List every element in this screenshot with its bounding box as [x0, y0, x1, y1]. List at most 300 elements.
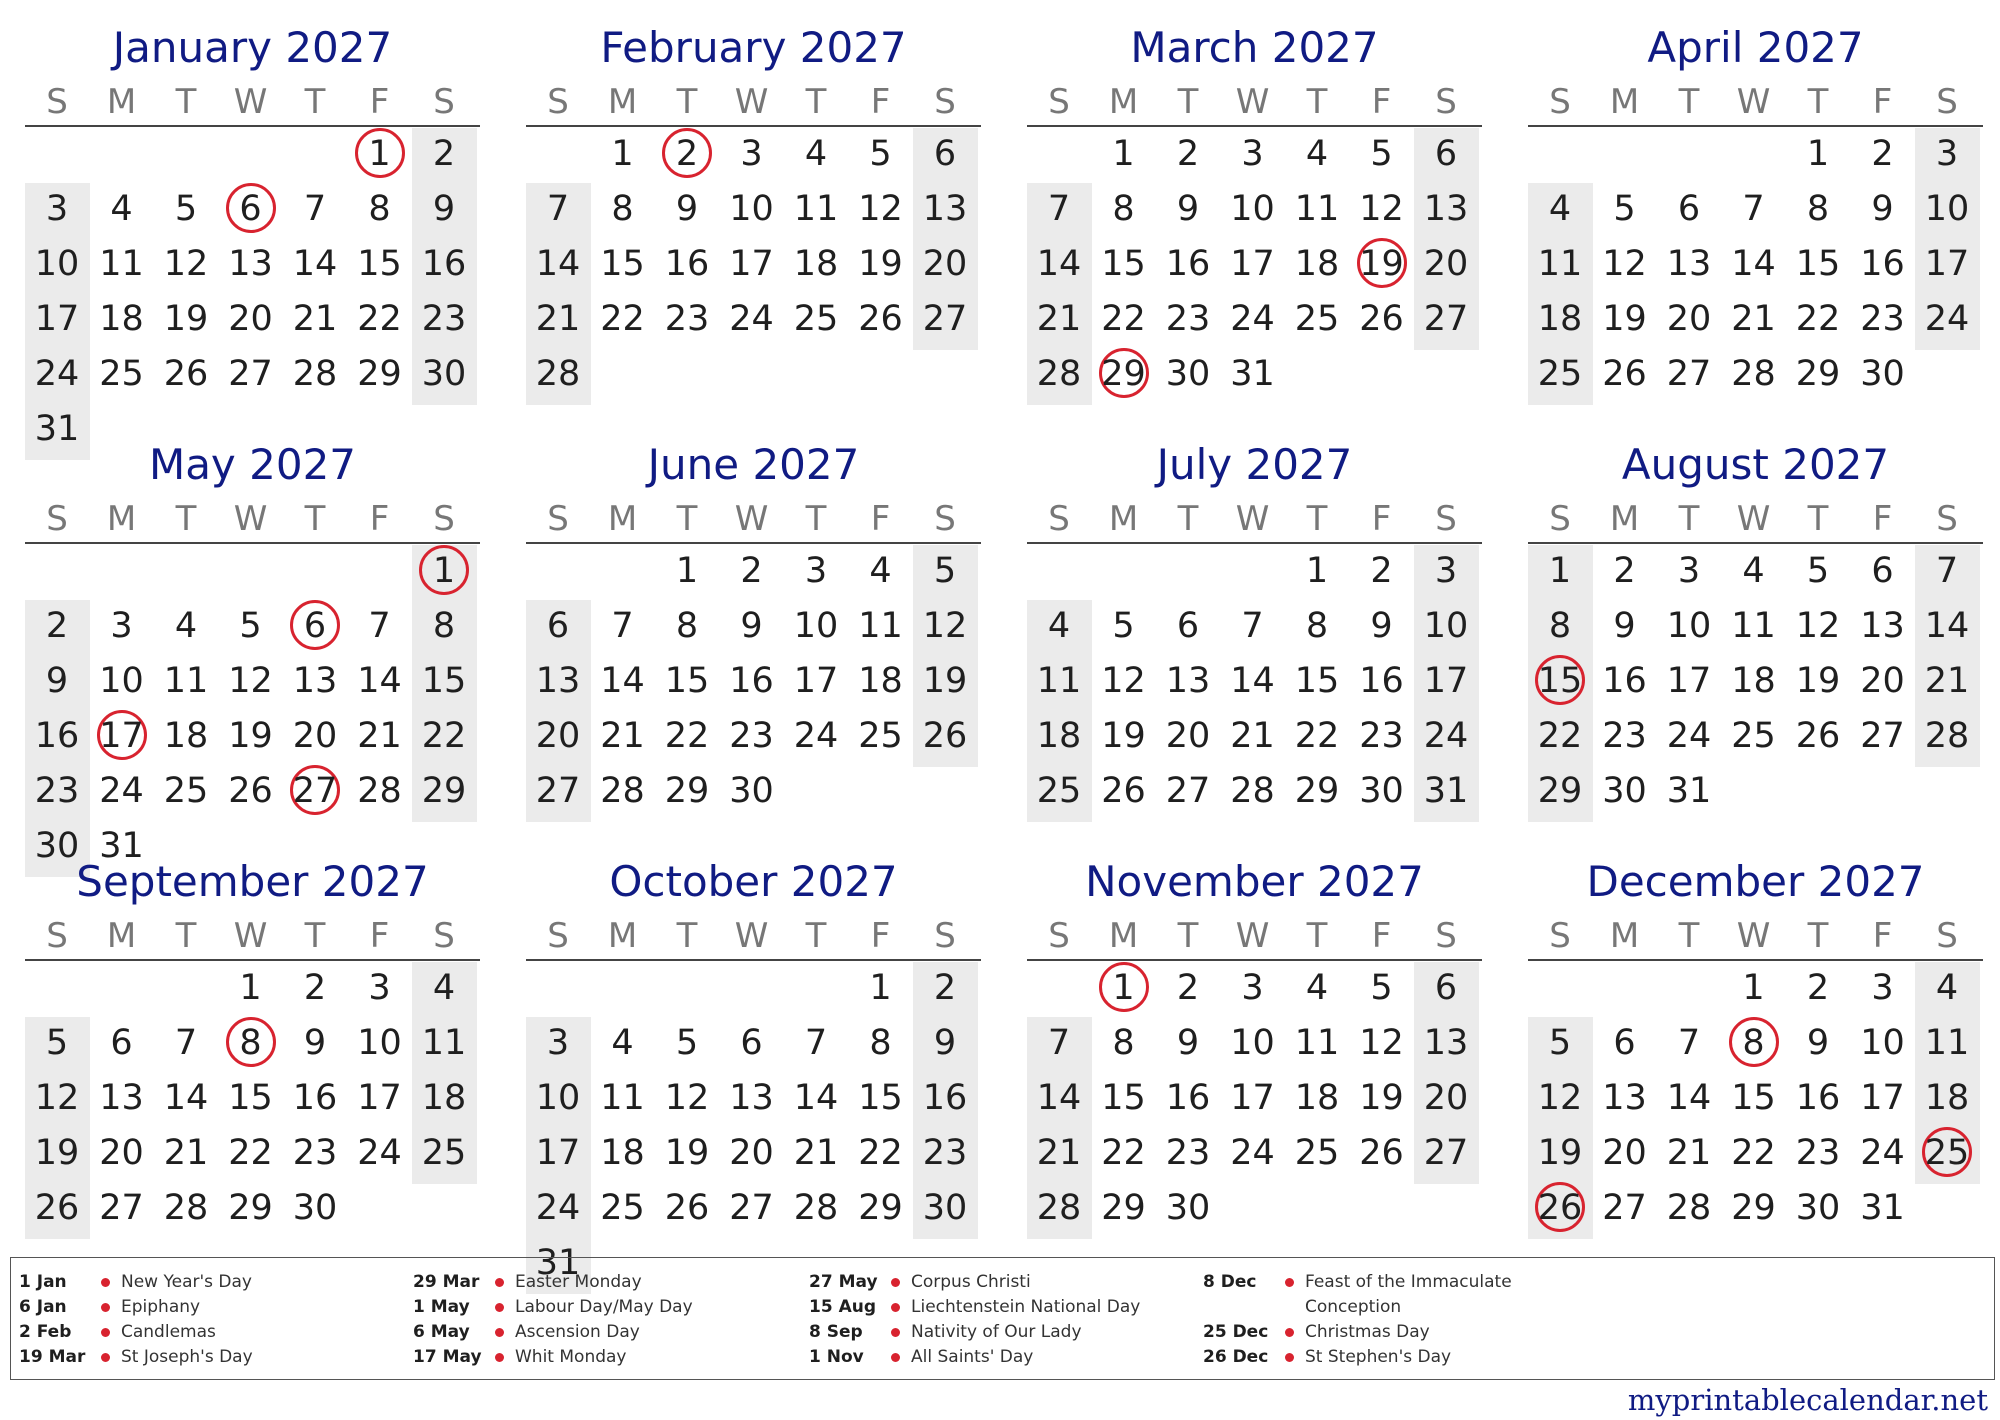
holiday-dot-icon [1285, 1353, 1294, 1362]
weekday-header: T [1177, 916, 1199, 956]
holiday-date: 19 Mar [19, 1347, 86, 1367]
day-cell: 10 [1666, 606, 1712, 646]
day-cell: 20 [1423, 1078, 1469, 1118]
weekday-header: T [805, 499, 827, 539]
day-cell: 24 [1860, 1133, 1905, 1173]
weekday-header: T [304, 499, 326, 539]
day-cell: 3 [740, 134, 763, 174]
month-block [1528, 838, 1983, 1238]
day-cell: 7 [1047, 189, 1071, 229]
holiday-dot-icon [891, 1278, 900, 1287]
day-cell: 20 [228, 299, 273, 339]
day-cell: 16 [1860, 244, 1905, 284]
day-cell: 10 [1860, 1023, 1905, 1063]
day-cell: 17 [535, 1133, 581, 1173]
day-cell: 18 [1924, 1078, 1970, 1118]
day-cell: 19 [664, 1133, 710, 1173]
day-cell: 4 [1935, 968, 1959, 1008]
weekday-header: T [676, 499, 698, 539]
holiday-dot-icon [1285, 1278, 1294, 1287]
month-title: August 2027 [1621, 440, 1890, 489]
header-rule [526, 125, 981, 127]
day-cell: 8 [1742, 1023, 1765, 1063]
day-cell: 6 [110, 1023, 133, 1063]
day-cell: 12 [858, 189, 903, 229]
day-cell: 5 [239, 606, 262, 646]
weekday-header: T [1306, 82, 1328, 122]
holiday-list [10, 1257, 1995, 1380]
day-cell: 12 [922, 606, 968, 646]
weekday-header: F [369, 916, 390, 956]
weekday-header: M [106, 916, 137, 956]
weekday-header: T [304, 82, 326, 122]
day-cell: 7 [611, 606, 634, 646]
day-cell: 17 [357, 1078, 402, 1118]
day-cell: 8 [368, 189, 391, 229]
day-cell: 1 [368, 134, 391, 174]
day-cell: 4 [1305, 134, 1329, 174]
day-cell: 7 [174, 1023, 198, 1063]
day-cell: 11 [1294, 1023, 1340, 1063]
day-cell: 13 [922, 189, 968, 229]
day-cell: 31 [99, 826, 144, 866]
month-title: March 2027 [1130, 23, 1379, 72]
day-cell: 29 [1101, 1188, 1146, 1228]
day-cell: 19 [922, 661, 968, 701]
day-cell: 19 [858, 244, 903, 284]
day-cell: 26 [1359, 1133, 1404, 1173]
day-cell: 15 [1731, 1078, 1776, 1118]
day-cell: 30 [1795, 1188, 1841, 1228]
day-cell: 6 [933, 134, 957, 174]
day-cell: 23 [34, 771, 80, 811]
day-cell: 10 [793, 606, 839, 646]
weekday-header: S [1936, 916, 1958, 956]
day-cell: 20 [922, 244, 968, 284]
day-cell: 11 [1537, 244, 1583, 284]
day-cell: 17 [729, 244, 774, 284]
day-cell: 6 [1613, 1023, 1636, 1063]
day-cell: 31 [535, 1243, 581, 1283]
weekday-header: M [1609, 82, 1640, 122]
weekday-header: W [233, 499, 268, 539]
holiday-dot-icon [891, 1328, 900, 1337]
day-cell: 3 [804, 551, 828, 591]
day-cell: 30 [729, 771, 774, 811]
day-cell: 23 [1165, 1133, 1211, 1173]
holiday-date: 17 May [413, 1347, 482, 1367]
day-cell: 11 [858, 606, 903, 646]
holiday-date: 27 May [809, 1272, 878, 1292]
day-cell: 14 [357, 661, 402, 701]
holiday-name: Easter Monday [515, 1272, 642, 1292]
day-cell: 9 [675, 189, 699, 229]
day-cell: 18 [1537, 299, 1583, 339]
day-cell: 20 [1860, 661, 1905, 701]
day-cell: 15 [1101, 244, 1146, 284]
day-cell: 29 [228, 1188, 273, 1228]
weekday-header: F [369, 499, 390, 539]
day-cell: 16 [1165, 1078, 1211, 1118]
day-cell: 6 [546, 606, 570, 646]
holiday-name: St Stephen's Day [1305, 1347, 1452, 1367]
day-cell: 23 [1602, 716, 1647, 756]
day-cell: 24 [729, 299, 774, 339]
day-cell: 19 [228, 716, 273, 756]
day-cell: 3 [368, 968, 391, 1008]
day-cell: 21 [357, 716, 402, 756]
day-cell: 3 [1241, 968, 1264, 1008]
day-cell: 20 [1423, 244, 1469, 284]
day-cell: 1 [1742, 968, 1765, 1008]
day-cell: 18 [1294, 244, 1340, 284]
day-cell: 12 [1101, 661, 1146, 701]
holiday-date: 1 Jan [19, 1272, 67, 1292]
month-block [1528, 421, 1983, 821]
day-cell: 26 [922, 716, 968, 756]
day-cell: 28 [1036, 1188, 1082, 1228]
day-cell: 10 [729, 189, 774, 229]
header-rule [25, 959, 480, 961]
day-cell: 14 [1036, 244, 1082, 284]
header-rule [526, 959, 981, 961]
day-cell: 18 [858, 661, 903, 701]
day-cell: 22 [357, 299, 402, 339]
day-cell: 13 [228, 244, 273, 284]
day-cell: 1 [1305, 551, 1329, 591]
weekday-header: F [1371, 499, 1392, 539]
weekday-header: W [233, 82, 268, 122]
day-cell: 26 [1101, 771, 1146, 811]
weekday-header: S [934, 916, 956, 956]
holiday-dot-icon [1285, 1328, 1294, 1337]
day-cell: 27 [1423, 299, 1469, 339]
day-cell: 10 [1230, 1023, 1275, 1063]
holiday-name: Corpus Christi [911, 1272, 1031, 1292]
day-cell: 12 [1795, 606, 1841, 646]
day-cell: 5 [933, 551, 957, 591]
day-cell: 1 [675, 551, 699, 591]
weekday-header: T [175, 916, 197, 956]
header-rule [1027, 542, 1482, 544]
day-cell: 22 [1795, 299, 1841, 339]
day-cell: 26 [163, 354, 209, 394]
day-cell: 8 [1112, 189, 1135, 229]
day-cell: 4 [611, 1023, 634, 1063]
holiday-dot-icon [495, 1303, 504, 1312]
day-cell: 22 [858, 1133, 903, 1173]
day-cell: 14 [1230, 661, 1275, 701]
day-cell: 27 [228, 354, 273, 394]
month-block [526, 4, 981, 404]
day-cell: 15 [357, 244, 402, 284]
day-cell: 13 [1423, 1023, 1469, 1063]
day-cell: 5 [174, 189, 198, 229]
day-cell: 9 [1871, 189, 1894, 229]
month-title: April 2027 [1647, 23, 1864, 72]
day-cell: 7 [1935, 551, 1959, 591]
day-cell: 5 [869, 134, 892, 174]
holiday-name: Christmas Day [1305, 1322, 1430, 1342]
weekday-header: T [175, 82, 197, 122]
weekday-header: T [1306, 499, 1328, 539]
day-cell: 16 [421, 244, 467, 284]
day-cell: 16 [729, 661, 774, 701]
day-cell: 15 [1537, 661, 1583, 701]
weekday-header: W [1736, 916, 1771, 956]
month-title: February 2027 [600, 23, 907, 72]
day-cell: 15 [858, 1078, 903, 1118]
day-cell: 12 [163, 244, 209, 284]
weekday-header: S [1048, 82, 1070, 122]
day-cell: 29 [1731, 1188, 1776, 1228]
holiday-name: Conception [1305, 1297, 1402, 1317]
day-cell: 21 [1036, 299, 1082, 339]
day-cell: 19 [1359, 244, 1404, 284]
weekday-header: T [676, 916, 698, 956]
header-rule [1528, 125, 1983, 127]
day-cell: 8 [1112, 1023, 1135, 1063]
day-cell: 9 [1176, 189, 1200, 229]
day-cell: 17 [1666, 661, 1712, 701]
weekday-header: S [934, 82, 956, 122]
day-cell: 3 [110, 606, 133, 646]
weekday-header: T [1807, 499, 1829, 539]
day-cell: 23 [421, 299, 467, 339]
day-cell: 15 [421, 661, 467, 701]
month-block [1528, 4, 1983, 404]
day-cell: 6 [1871, 551, 1894, 591]
weekday-header: F [1872, 499, 1893, 539]
holiday-dot-icon [101, 1328, 110, 1337]
weekday-header: M [1108, 82, 1139, 122]
day-cell: 10 [1924, 189, 1970, 229]
day-cell: 25 [1036, 771, 1082, 811]
day-cell: 5 [675, 1023, 699, 1063]
day-cell: 4 [174, 606, 198, 646]
day-cell: 8 [1305, 606, 1329, 646]
day-cell: 9 [1613, 606, 1636, 646]
day-cell: 6 [1434, 968, 1458, 1008]
day-cell: 23 [922, 1133, 968, 1173]
day-cell: 30 [1860, 354, 1905, 394]
day-cell: 31 [1230, 354, 1275, 394]
holiday-name: Candlemas [121, 1322, 216, 1342]
day-cell: 12 [1602, 244, 1647, 284]
day-cell: 22 [228, 1133, 273, 1173]
day-cell: 2 [1176, 134, 1200, 174]
day-cell: 3 [45, 189, 69, 229]
weekday-header: M [1609, 499, 1640, 539]
day-cell: 24 [357, 1133, 402, 1173]
day-cell: 5 [1370, 134, 1393, 174]
day-cell: 17 [1924, 244, 1970, 284]
holiday-name: Feast of the Immaculate [1305, 1272, 1512, 1292]
day-cell: 26 [1795, 716, 1841, 756]
header-rule [1528, 542, 1983, 544]
month-block [25, 4, 480, 449]
day-cell: 18 [421, 1078, 467, 1118]
weekday-header: W [734, 499, 769, 539]
day-cell: 2 [740, 551, 763, 591]
weekday-header: T [1678, 82, 1700, 122]
day-cell: 11 [99, 244, 144, 284]
day-cell: 2 [1176, 968, 1200, 1008]
day-cell: 14 [1036, 1078, 1082, 1118]
day-cell: 17 [34, 299, 80, 339]
day-cell: 1 [432, 551, 456, 591]
day-cell: 28 [1666, 1188, 1712, 1228]
header-rule [1027, 959, 1482, 961]
day-cell: 16 [1602, 661, 1647, 701]
day-cell: 25 [600, 1188, 645, 1228]
weekday-header: S [433, 916, 455, 956]
day-cell: 13 [1165, 661, 1211, 701]
day-cell: 3 [1434, 551, 1458, 591]
day-cell: 16 [664, 244, 710, 284]
day-cell: 24 [1230, 299, 1275, 339]
day-cell: 10 [34, 244, 80, 284]
day-cell: 21 [535, 299, 581, 339]
day-cell: 30 [922, 1188, 968, 1228]
day-cell: 21 [292, 299, 338, 339]
month-title: July 2027 [1156, 440, 1353, 489]
day-cell: 18 [1294, 1078, 1340, 1118]
weekday-header: S [1048, 916, 1070, 956]
day-cell: 11 [793, 189, 839, 229]
website-link[interactable]: myprintablecalendar.net [1627, 1383, 1988, 1417]
day-cell: 30 [1359, 771, 1404, 811]
day-cell: 27 [1666, 354, 1712, 394]
day-cell: 13 [1666, 244, 1712, 284]
month-title: December 2027 [1586, 857, 1925, 906]
day-cell: 1 [1548, 551, 1572, 591]
holiday-name: Ascension Day [515, 1322, 640, 1342]
day-cell: 10 [357, 1023, 402, 1063]
day-cell: 27 [1860, 716, 1905, 756]
day-cell: 11 [421, 1023, 467, 1063]
weekday-header: S [1549, 916, 1571, 956]
day-cell: 11 [1036, 661, 1082, 701]
header-rule [526, 542, 981, 544]
day-cell: 19 [34, 1133, 80, 1173]
day-cell: 21 [1230, 716, 1275, 756]
day-cell: 16 [922, 1078, 968, 1118]
day-cell: 11 [163, 661, 209, 701]
day-cell: 4 [1742, 551, 1765, 591]
weekday-header: S [1435, 82, 1457, 122]
day-cell: 31 [1860, 1188, 1905, 1228]
weekday-header: T [1177, 499, 1199, 539]
weekday-header: F [1371, 916, 1392, 956]
day-cell: 21 [1924, 661, 1970, 701]
day-cell: 8 [869, 1023, 892, 1063]
weekday-header: M [1108, 916, 1139, 956]
day-cell: 16 [1165, 244, 1211, 284]
weekday-header: S [46, 916, 68, 956]
day-cell: 7 [1677, 1023, 1701, 1063]
day-cell: 8 [239, 1023, 262, 1063]
weekday-header: S [934, 499, 956, 539]
weekday-header: T [175, 499, 197, 539]
holiday-name: Labour Day/May Day [515, 1297, 693, 1317]
day-cell: 1 [611, 134, 634, 174]
day-cell: 22 [600, 299, 645, 339]
month-block [25, 421, 480, 866]
header-rule [1528, 959, 1983, 961]
day-cell: 21 [600, 716, 645, 756]
day-cell: 28 [357, 771, 402, 811]
day-cell: 27 [1602, 1188, 1647, 1228]
month-title: November 2027 [1085, 857, 1424, 906]
weekday-header: F [870, 499, 891, 539]
day-cell: 14 [1666, 1078, 1712, 1118]
day-cell: 9 [1176, 1023, 1200, 1063]
day-cell: 30 [1602, 771, 1647, 811]
weekday-header: F [1371, 82, 1392, 122]
month-block [25, 838, 480, 1238]
day-cell: 14 [292, 244, 338, 284]
day-cell: 4 [1305, 968, 1329, 1008]
day-cell: 13 [1860, 606, 1905, 646]
day-cell: 30 [1165, 1188, 1211, 1228]
header-rule [25, 542, 480, 544]
day-cell: 29 [1795, 354, 1841, 394]
day-cell: 15 [664, 661, 710, 701]
day-cell: 23 [664, 299, 710, 339]
day-cell: 14 [600, 661, 645, 701]
day-cell: 9 [1370, 606, 1393, 646]
weekday-header: S [1936, 82, 1958, 122]
day-cell: 13 [729, 1078, 774, 1118]
weekday-header: S [1936, 499, 1958, 539]
day-cell: 12 [228, 661, 273, 701]
day-cell: 11 [1731, 606, 1776, 646]
day-cell: 9 [1806, 1023, 1830, 1063]
day-cell: 14 [163, 1078, 209, 1118]
day-cell: 17 [99, 716, 144, 756]
day-cell: 18 [600, 1133, 645, 1173]
day-cell: 17 [1423, 661, 1469, 701]
holiday-date: 6 Jan [19, 1297, 67, 1317]
holiday-name: All Saints' Day [911, 1347, 1034, 1367]
day-cell: 27 [922, 299, 968, 339]
weekday-header: S [547, 916, 569, 956]
day-cell: 26 [228, 771, 273, 811]
day-cell: 25 [1294, 1133, 1340, 1173]
day-cell: 31 [1666, 771, 1712, 811]
day-cell: 8 [611, 189, 634, 229]
day-cell: 26 [664, 1188, 710, 1228]
day-cell: 13 [99, 1078, 144, 1118]
day-cell: 19 [1101, 716, 1146, 756]
day-cell: 13 [535, 661, 581, 701]
day-cell: 2 [432, 134, 456, 174]
day-cell: 10 [1230, 189, 1275, 229]
day-cell: 23 [1795, 1133, 1841, 1173]
day-cell: 8 [675, 606, 699, 646]
day-cell: 5 [1112, 606, 1135, 646]
day-cell: 1 [1112, 968, 1135, 1008]
holiday-date: 8 Sep [809, 1322, 863, 1342]
weekday-header: W [233, 916, 268, 956]
day-cell: 11 [1294, 189, 1340, 229]
month-block [526, 421, 981, 821]
weekday-header: T [1807, 916, 1829, 956]
day-cell: 22 [1101, 1133, 1146, 1173]
day-cell: 14 [1731, 244, 1776, 284]
weekday-header: S [433, 499, 455, 539]
